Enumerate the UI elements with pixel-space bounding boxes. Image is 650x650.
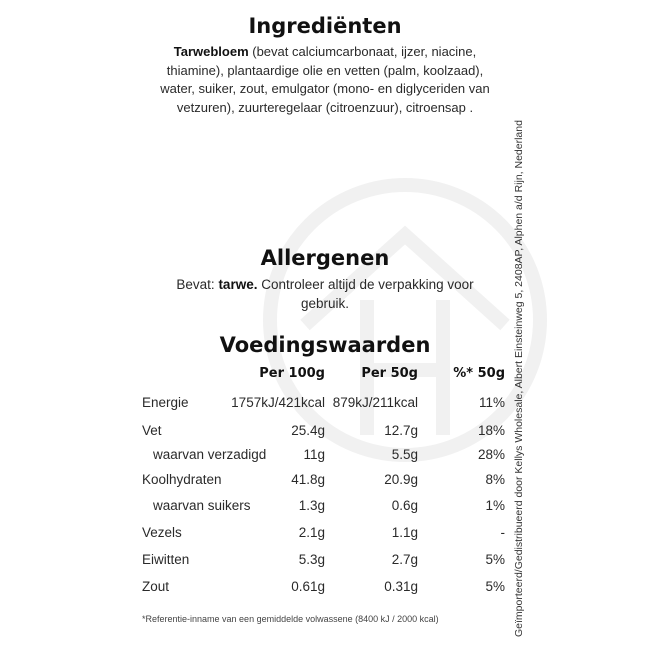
row-per100: 1757kJ/421kcal [231,395,325,410]
distributor-text: Geïmporteerd/Gedistribueerd door Kellys Wholesale, Albert Einsteinweg 5, 2408AP, Alphen a/d Rijn, Nederland [513,120,525,637]
row-label: Koolhydraten [142,472,222,487]
row-pct: 8% [485,472,505,487]
table-row [0,525,650,545]
row-label: Vezels [142,525,182,540]
table-row [0,552,650,572]
row-per100: 11g [303,447,325,462]
row-pct: - [500,525,505,540]
row-per50: 1.1g [391,525,418,540]
allergens-title: Allergenen [260,246,390,270]
allergens-rest: Controleer altijd de verpakking voor [261,277,474,292]
row-per100: 5.3g [298,552,325,567]
row-per100: 0.61g [291,579,325,594]
row-label: Vet [142,423,162,438]
ingredients-line-4: vetzuren), zuurteregelaar (citroenzuur), citroensap . [176,99,474,115]
table-row [0,498,650,518]
row-pct: 11% [478,395,505,410]
reference-intake-footnote: *Referentie-inname van een gemiddelde volwassene (8400 kJ / 2000 kcal) [142,614,439,624]
ingredients-text [135,43,515,117]
table-row [0,395,650,415]
row-pct: 5% [485,552,505,567]
row-per50: 5.5g [391,447,418,462]
ingredients-line-1: (bevat calciumcarbonaat, ijzer, niacine, [252,44,477,59]
ingredients-title: Ingrediënten [248,14,402,38]
row-per100: 41.8g [291,472,325,487]
row-per50: 0.31g [384,579,418,594]
row-pct: 1% [485,498,505,513]
allergens-prefix: Bevat: [176,277,215,292]
ingredients-line-2: thiamine), plantaardige olie en vetten (palm, koolzaad), [166,62,484,78]
row-label: Energie [142,395,189,410]
allergens-line-2: gebruik. [300,296,350,311]
row-per50: 20.9g [384,472,418,487]
header-per-50g: Per 50g [361,366,418,381]
row-label: waarvan suikers [153,498,251,513]
ingredients-lead: Tarwebloem [173,44,249,59]
table-row [0,472,650,492]
row-label: Eiwitten [142,552,190,567]
row-pct: 5% [485,579,505,594]
ingredients-line-3: water, suiker, zout, emulgator (mono- en diglyceriden van [160,81,490,96]
row-per50: 0.6g [391,498,418,513]
row-per50: 879kJ/211kcal [332,395,418,410]
row-pct: 28% [477,447,505,462]
table-row [0,423,650,443]
nutrition-title: Voedingswaarden [219,333,431,357]
table-row [0,447,650,467]
row-per100: 1.3g [298,498,325,513]
header-percent-50g: %* 50g [453,366,505,381]
row-per50: 2.7g [391,552,418,567]
table-row [0,579,650,599]
row-per50: 12.7g [384,423,418,438]
header-per-100g: Per 100g [259,366,325,381]
row-label: waarvan verzadigd [153,447,267,462]
row-pct: 18% [477,423,505,438]
row-per100: 2.1g [298,525,325,540]
row-per100: 25.4g [291,423,325,438]
row-label: Zout [142,579,170,594]
allergens-allergen: tarwe. [218,277,258,292]
allergens-text [135,275,515,313]
